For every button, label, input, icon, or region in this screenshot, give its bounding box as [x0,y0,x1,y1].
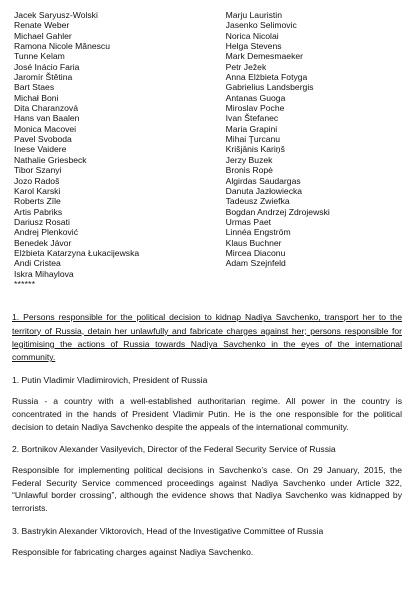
item-3 [12,525,402,559]
signatory-name: Norica Nicolai [225,30,279,41]
item-text: Responsible for fabricating charges against Nadiya Savchenko. [12,546,254,557]
signatory-name: Bart Staes [14,82,55,93]
signatory-name: Urmas Paet [225,216,272,227]
signatory-name: Miroslav Poche [225,103,285,114]
signatory-name: Danuta Jazłowiecka [225,185,303,196]
signatory-name: Monica Macovei [14,123,77,134]
item-title: 1. Putin Vladimir Vladimirovich, President of Russia [12,375,208,386]
section-title: 1. Persons responsible for the political decision to kidnap Nadiya Savchenko, transport her to the territory of Russia, detain her unlawfully and fabricate charges against her; persons responsible for legitimising the actions of Russia towards Nadiya Savchenko in the eyes of the international community. [12,312,402,363]
signatory-name: Ivan Štefanec [225,113,279,124]
signatory-name: Bronis Ropė [225,165,273,176]
signatory-name: José Inácio Faria [14,61,80,72]
signatory-name: Dariusz Rosati [14,216,70,227]
signatory-name: Jaromír Štětina [14,72,73,83]
signatories-list [12,10,402,279]
signatory-name: Michał Boni [14,92,59,103]
signatory-name: Nathalie Griesbeck [14,154,87,165]
signatory-name: Gabrielius Landsbergis [225,82,314,93]
signatory-name: Tunne Kelam [14,51,65,62]
signatory-name: Tibor Szanyi [14,165,62,176]
signatory-name: Andi Cristea [14,258,61,269]
signatory-name: Mark Demesmaeker [225,51,304,62]
signatory-name: Marju Lauristin [225,10,282,20]
item-text: Responsible for implementing political decisions in Savchenko’s case. On 29 January, 2015, the Federal Security Service commenced proceedings against Nadiya Savchenko under Article 322, “Unlawful border crossing”, although the evidence shows that Nadiya Savchenko was kidnapped by terrorists. [12,465,402,514]
signatory-name: Elżbieta Katarzyna Łukacijewska [14,247,140,258]
item-2 [12,443,402,514]
signatory-name: Karol Karski [14,185,61,196]
signatory-name: Bogdan Andrzej Zdrojewski [225,206,330,217]
signatory-name: Tadeusz Zwiefka [225,196,290,207]
signatory-name: Mihai Ţurcanu [225,134,281,145]
signatory-name: Pavel Svoboda [14,134,72,145]
signatory-name: Hans van Baalen [14,113,80,124]
signatories-column-left [12,10,226,279]
signatory-name: Jerzy Buzek [225,154,273,165]
signatory-name: Adam Szejnfeld [225,258,286,269]
signatory-name: Iskra Mihaylova [14,268,74,279]
signatory-name: Petr Ježek [225,61,267,72]
signatory-name: Antanas Guoga [225,92,286,103]
item-title: 2. Bortnikov Alexander Vasilyevich, Director of the Federal Security Service of Russia [12,444,336,455]
signatory-name: Andrej Plenković [14,227,79,238]
signatory-name: Mircea Diaconu [225,247,286,258]
signatory-name: Jasenko Selimovic [225,20,297,31]
signatory-name: Klaus Buchner [225,237,282,248]
signatory-name: Renate Weber [14,20,70,31]
signatory-name: Roberts Zīle [14,196,61,207]
signatory-name: Algirdas Saudargas [225,175,301,186]
signatory-name: Ramona Nicole Mănescu [14,41,111,52]
item-title: 3. Bastrykin Alexander Viktorovich, Head of the Investigative Committee of Russia [12,525,324,536]
signatory-name: Anna Elżbieta Fotyga [225,72,308,83]
signatory-name: Inese Vaidere [14,144,67,155]
signatory-name: Dita Charanzová [14,103,79,114]
item-1 [12,374,402,433]
signatory-name: Helga Stevens [225,41,282,52]
signatory-name: Artis Pabriks [14,206,63,217]
signatory-name: Benedek Jávor [14,237,72,248]
signatory-name: Krišjānis Kariņš [225,144,285,155]
signatory-name: Maria Grapini [225,123,278,134]
signatory-name: Jozo Radoš [14,175,60,186]
signatory-name: Jacek Saryusz-Wolski [14,10,98,20]
signatory-name: Michael Gahler [14,30,72,41]
signatories-column-right [226,10,402,279]
signatory-name: Linnéa Engström [225,227,291,238]
separator: ****** [14,278,36,289]
item-text: Russia - a country with a well-established authoritarian regime. All power in the country is concentrated in the hands of President Vladimir Putin. He is the one responsible for the political decision to detain Nadiya Savchenko despite the appeals of the international community. [12,396,402,432]
